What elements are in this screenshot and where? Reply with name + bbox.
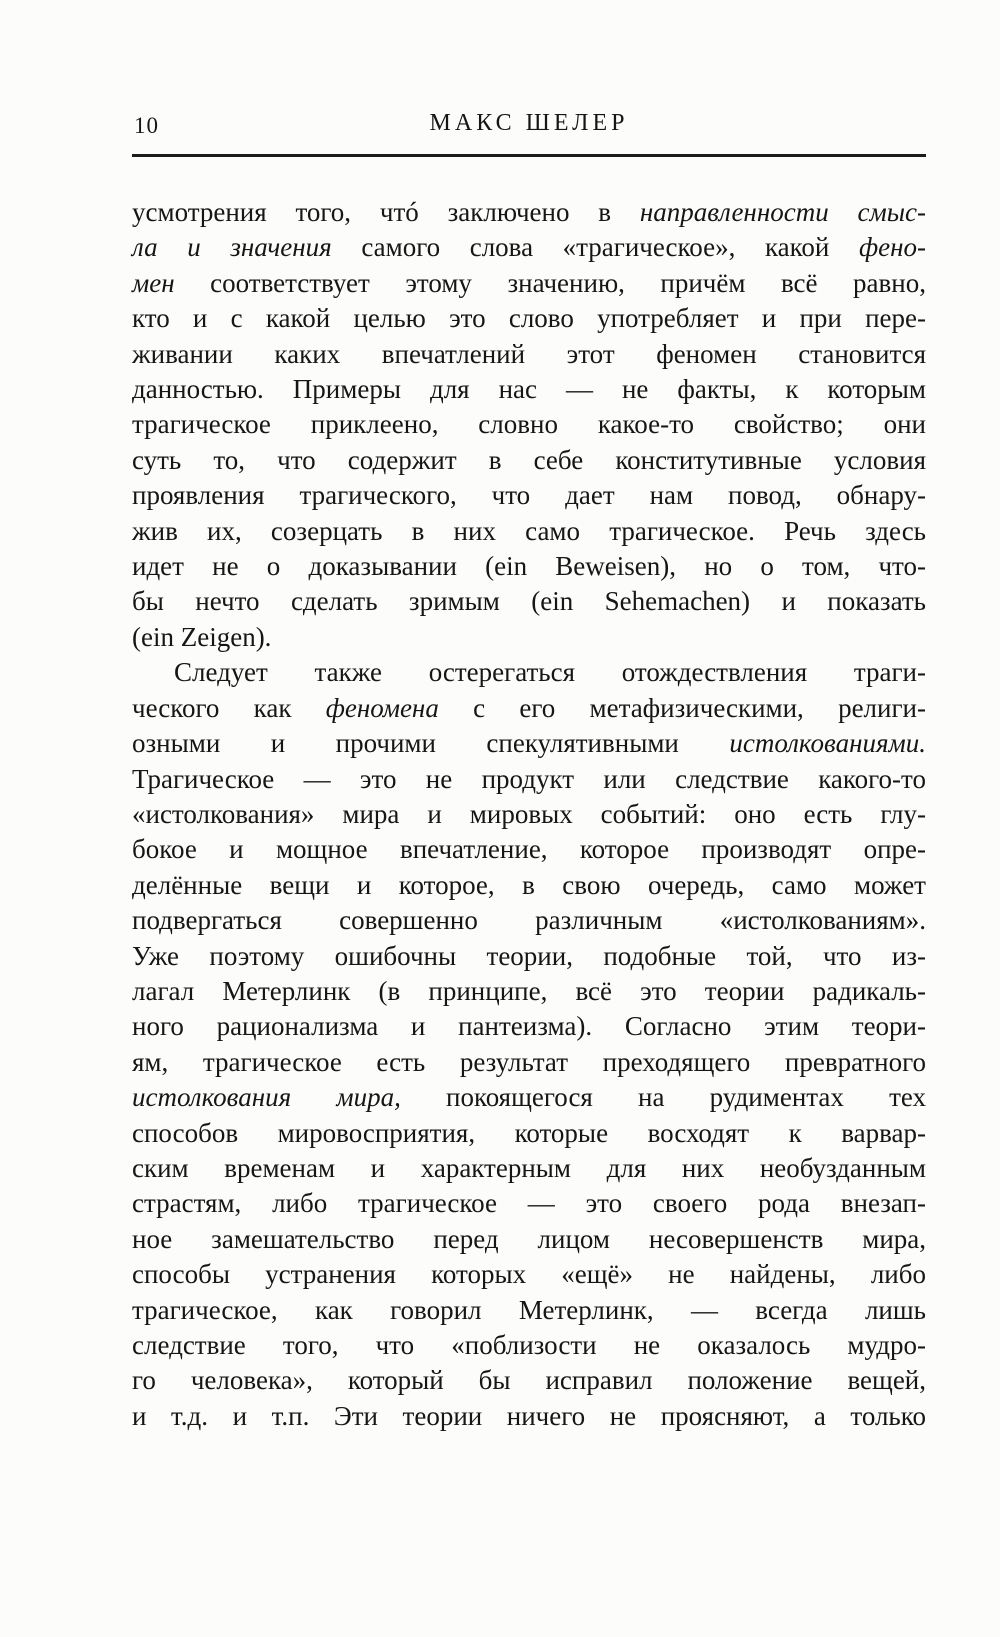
text-line: [132, 1399, 926, 1434]
body-text-run: соответствует этому значению, причём всё равно,: [174, 267, 926, 298]
text-line: [132, 726, 926, 761]
body-text-run: трагическое приклеено, словно какое-то свойство; они: [132, 409, 926, 440]
page-header: [132, 110, 926, 142]
emphasized-text: истолкования мира,: [132, 1082, 401, 1113]
text-line: [132, 1009, 926, 1044]
body-text-run: Следует также остерегаться отождествления траги-: [174, 657, 926, 688]
body-text-run: живании каких впечатлений этот феномен становится: [132, 338, 926, 369]
text-line: [132, 1293, 926, 1328]
text-line: [132, 691, 926, 726]
body-text-run: подвергаться совершенно различным «истолкованиям».: [132, 905, 926, 936]
text-line: [132, 903, 926, 938]
body-text-run: делённые вещи и которое, в свою очередь, само может: [132, 869, 926, 900]
body-text-run: Уже поэтому ошибочны теории, подобные той, что из-: [132, 940, 926, 971]
text-line: [132, 762, 926, 797]
text-line: [132, 372, 926, 407]
text-line: [132, 514, 926, 549]
text-line: [132, 974, 926, 1009]
body-text-run: бокое и мощное впечатление, которое производят опре-: [132, 834, 926, 865]
body-text-run: способов мировосприятия, которые восходят к варвар-: [132, 1117, 926, 1148]
text-line: [132, 939, 926, 974]
text-line: [132, 655, 926, 690]
body-text-run: с его метафизическими, религи-: [438, 692, 926, 723]
body-text-run: кто и с какой целью это слово употребляет и при пере-: [132, 303, 926, 334]
body-text-run: жив их, созерцать в них само трагическое. Речь здесь: [132, 515, 926, 546]
text-line: [132, 832, 926, 867]
body-text-run: проявления трагического, что дает нам повод, обнару-: [132, 480, 926, 511]
text-line: [132, 1363, 926, 1398]
text-line: [132, 266, 926, 301]
body-text-run: суть то, что содержит в себе конститутивные условия: [132, 444, 926, 475]
text-line: [132, 1045, 926, 1080]
body-text-run: страстям, либо трагическое — это своего рода внезап-: [132, 1188, 926, 1219]
emphasized-text: фено-: [858, 232, 926, 263]
emphasized-text: мен: [132, 267, 175, 298]
body-text-run: ским временам и характерным для них необузданным: [132, 1152, 926, 1183]
text-line: [132, 1328, 926, 1363]
text-line: [132, 1222, 926, 1257]
text-line: [132, 1080, 926, 1115]
emphasized-text: направленности смыс-: [639, 197, 927, 227]
body-text-run: Трагическое — это не продукт или следствие какого-то: [132, 763, 926, 794]
body-text-run: и т.д. и т.п. Эти теории ничего не проясняют, а только: [132, 1400, 926, 1431]
body-text-run: данностью. Примеры для нас — не факты, к которым: [132, 374, 926, 405]
emphasized-text: ла и значения: [132, 232, 332, 263]
emphasized-text: феномена: [325, 692, 439, 723]
text-line: [132, 407, 926, 442]
text-line: [132, 1151, 926, 1186]
body-text-run: ное замешательство перед лицом несовершенств мира,: [132, 1223, 926, 1254]
body-text-run: ного рационализма и пантеизма). Согласно этим теори-: [132, 1011, 926, 1042]
text-line: [132, 195, 926, 230]
body-text-run: способы устранения которых «ещё» не найдены, либо: [132, 1259, 926, 1290]
body-text-run: ям, трагическое есть результат преходящего превратного: [132, 1046, 926, 1077]
emphasized-text: истолкованиями.: [729, 728, 926, 759]
body-text-run: го человека», который бы исправил положение вещей,: [132, 1365, 926, 1396]
body-text-run: озными и прочими спекулятивными: [132, 728, 730, 759]
body-text-run: лагал Метерлинк (в принципе, всё это теории радикаль-: [132, 975, 926, 1006]
body-text-run: «истолкования» мира и мировых событий: оно есть глу-: [132, 798, 926, 829]
text-column: [132, 110, 926, 1434]
body-text-run: бы нечто сделать зримым (ein Sehemachen) и показать: [132, 586, 926, 617]
body-text-run: усмотрения того, чтó заключено в: [132, 197, 640, 227]
body-text-run: покоящегося на рудиментах тех: [400, 1082, 926, 1113]
body-text: [132, 195, 926, 1434]
text-line: [132, 301, 926, 336]
body-text-run: трагическое, как говорил Метерлинк, — всегда лишь: [132, 1294, 926, 1325]
text-line: [132, 1257, 926, 1292]
body-text-run: идет не о доказывании (ein Beweisen), но о том, что-: [132, 551, 926, 582]
text-line: [132, 230, 926, 265]
text-line: [132, 797, 926, 832]
text-line: [132, 868, 926, 903]
body-text-run: ческого как: [132, 692, 326, 723]
text-line: [132, 478, 926, 513]
text-line: [132, 337, 926, 372]
body-text-run: самого слова «трагическое», какой: [331, 232, 859, 263]
text-line: [132, 1116, 926, 1151]
text-line: [132, 584, 926, 619]
text-line: [132, 443, 926, 478]
text-line: [132, 549, 926, 584]
page-number: 10: [134, 113, 159, 138]
header-rule: [132, 154, 926, 157]
text-line: [132, 620, 926, 655]
text-line: [132, 1186, 926, 1221]
body-text-run: следствие того, что «поблизости не оказалось мудро-: [132, 1330, 926, 1360]
body-text-run: (ein Zeigen).: [132, 621, 272, 652]
running-head: МАКС ШЕЛЕР: [429, 110, 629, 136]
